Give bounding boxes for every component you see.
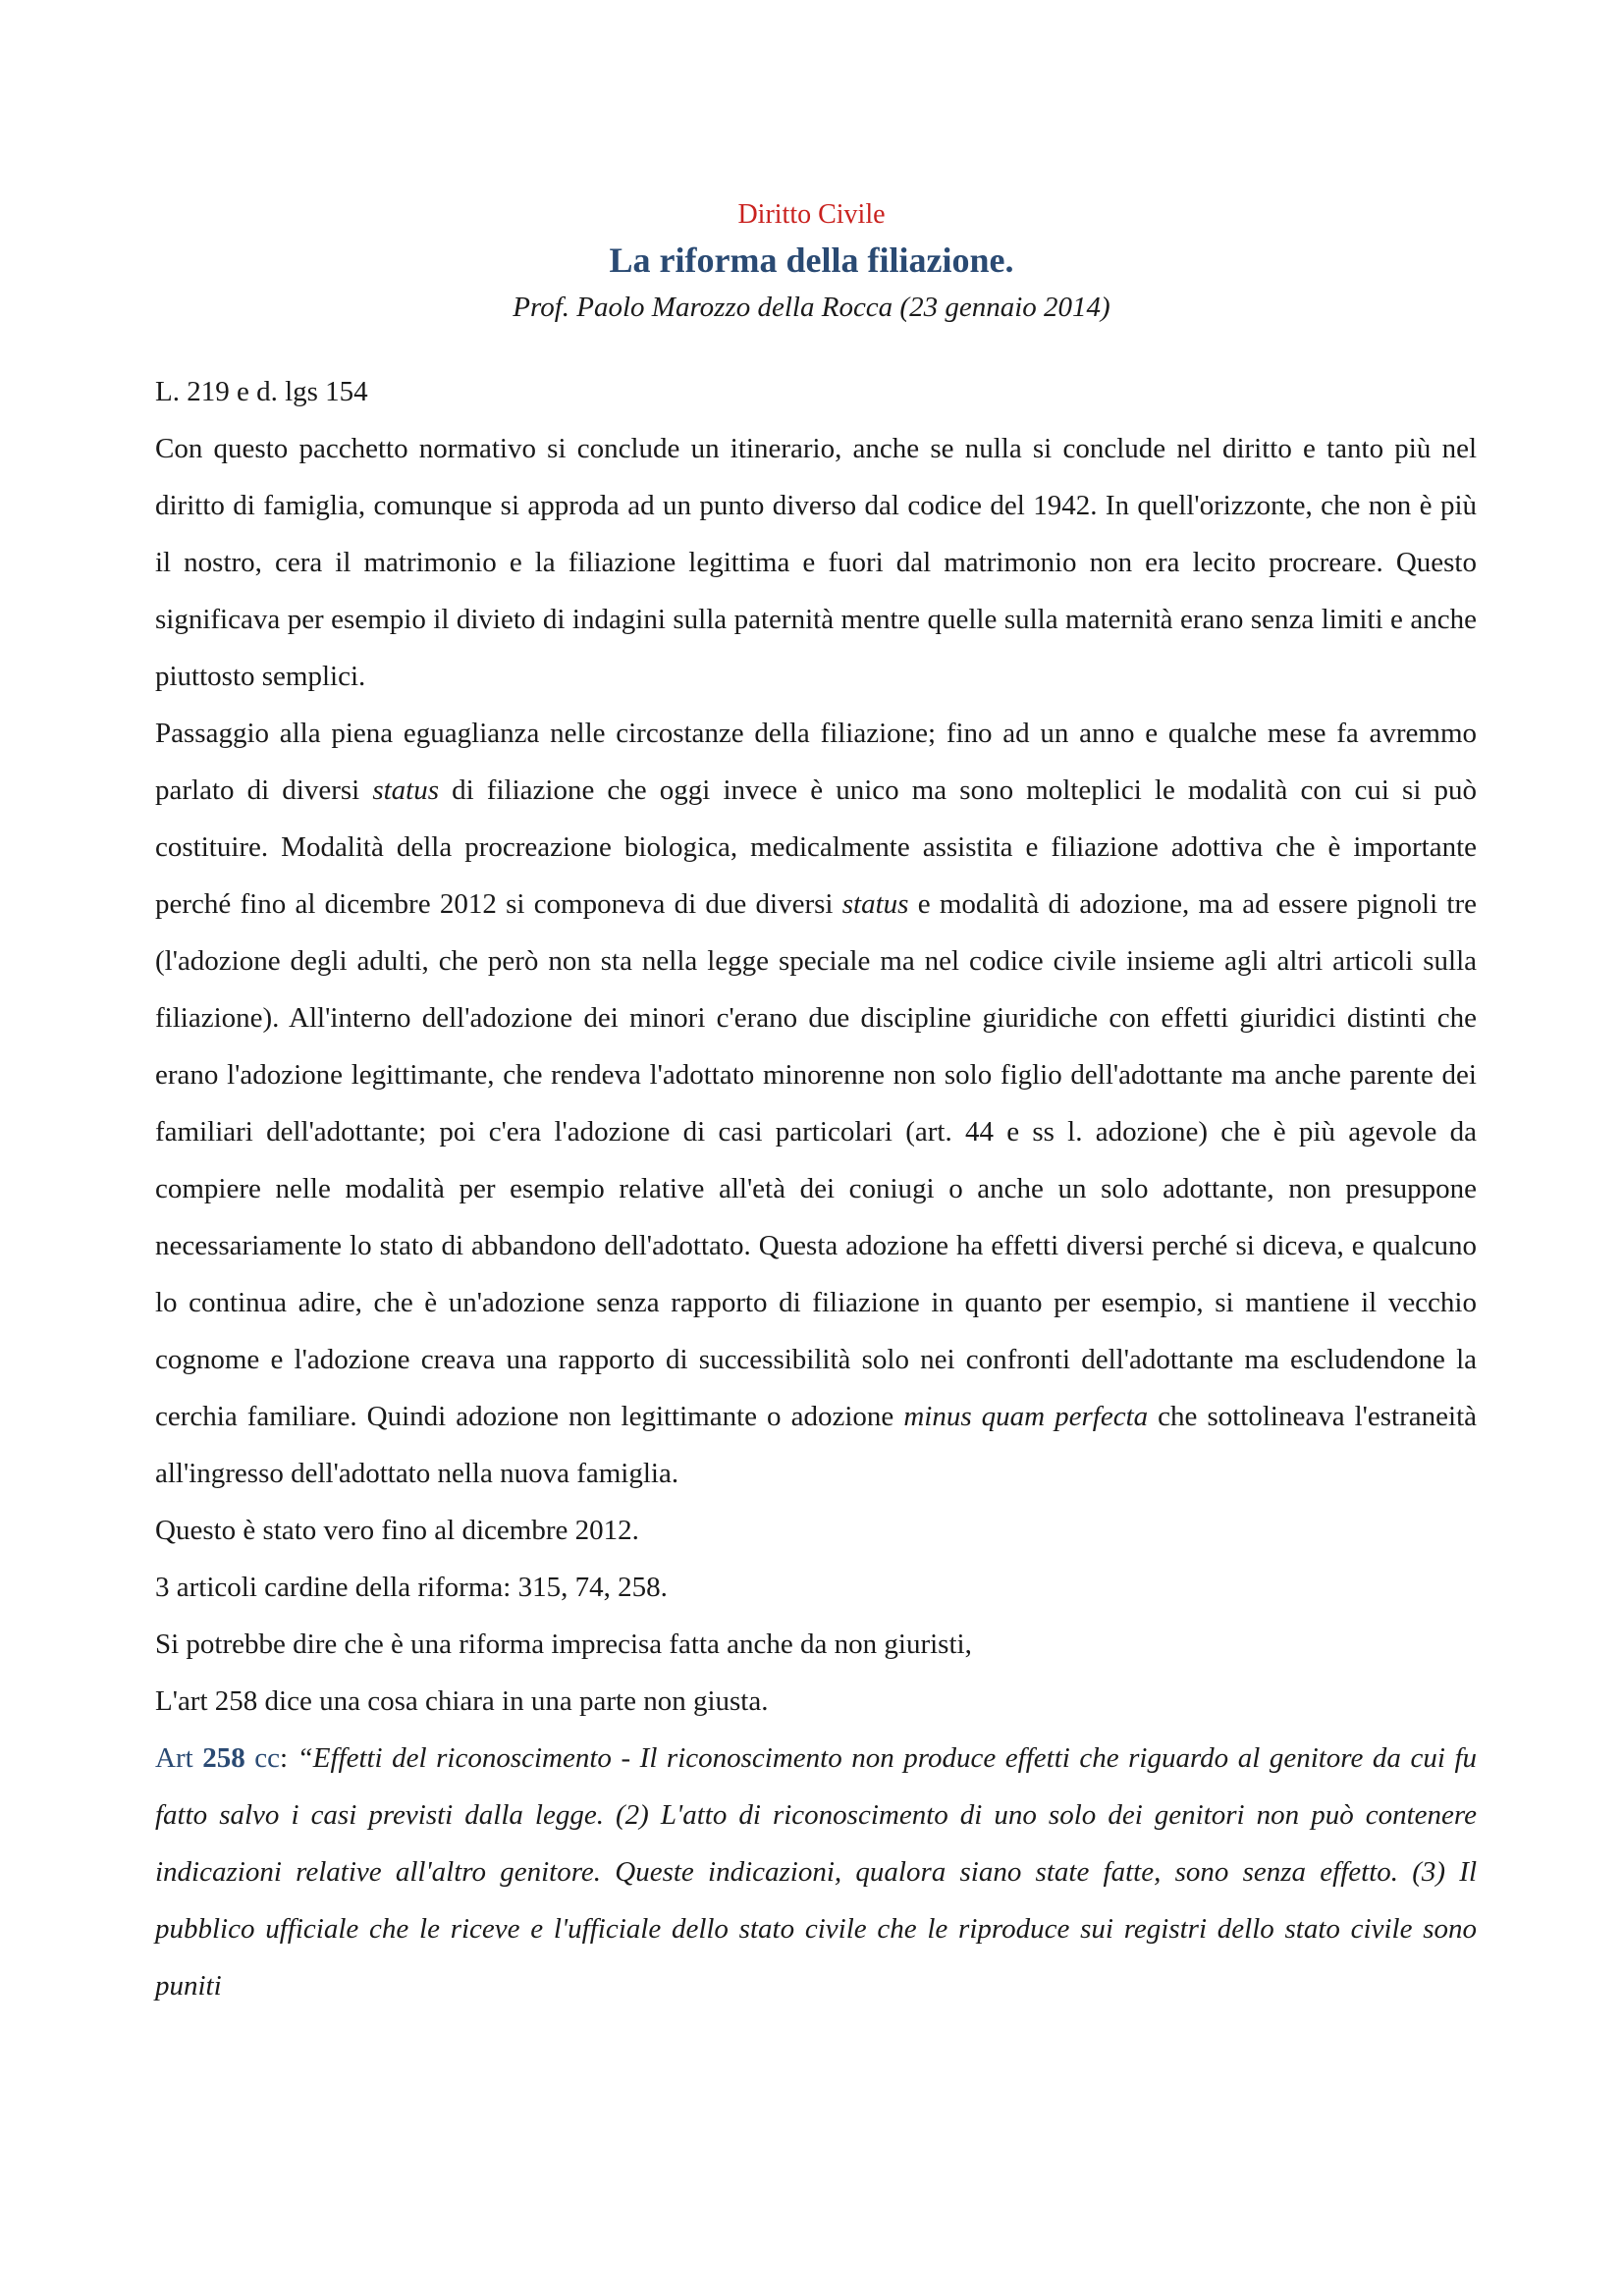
paragraph-intro: Con questo pacchetto normativo si conclude un itinerario, anche se nulla si conclude nel diritto e tanto più nel diritto di famiglia, comunque si approda ad un punto diverso dal codice del 1942. In quell'orizzonte, che non è più il nostro, cera il matrimonio e la filiazione legittima e fuori dal matrimonio non era lecito procreare. Questo significava per esempio il divieto di indagini sulla paternità mentre quelle sulla maternità erano senza limiti e anche piuttosto semplici. [155,433,1477,692]
quote-text: “Effetti del riconoscimento - Il riconoscimento non produce effetti che riguardo al genitore da cui fu fatto salvo i casi previsti dalla legge. (2) L'atto di riconoscimento di uno solo dei genitori non può contenere indicazioni relative all'altro genitore. Queste indicazioni, qualora siano state fatte, sono senza effetto. (3) Il pubblico ufficiale che le riceve e l'ufficiale dello stato civile che le riproduce sui registri dello stato civile sono puniti [155,1742,1477,2002]
text-run: Passaggio alla piena eguaglianza nelle circostanze della filiazione; fino ad un anno e qualche mese fa avremmo parlato di diversi [155,718,1477,806]
paragraph-equality [155,705,1477,1502]
document-header [0,194,1623,330]
italic-term: status [372,774,440,806]
article-ref-number: 258 [202,1742,245,1774]
paragraph-art-258: L'art 258 dice una cosa chiara in una parte non giusta. [155,1685,769,1717]
article-ref-suffix: cc [244,1742,280,1774]
article-ref-prefix: Art [155,1742,203,1774]
subject-heading: Diritto Civile [737,199,886,230]
paragraph-note: Questo è stato vero fino al dicembre 2012. [155,1515,639,1546]
italic-term: status [841,888,909,920]
document-body [155,363,1477,2014]
quote-colon: : [280,1742,298,1774]
italic-term: minus quam perfecta [903,1401,1149,1432]
text-run: che sottolineava l'estraneità all'ingresso dell'adottato nella nuova famiglia. [155,1401,1478,1489]
article-quote [155,1730,1477,2014]
paragraph-comment: Si potrebbe dire che è una riforma imprecisa fatta anche da non giuristi, [155,1629,972,1660]
document-title: La riforma della filiazione. [609,240,1014,280]
text-run: di filiazione che oggi invece è unico ma sono molteplici le modalità con cui si può costituire. Modalità della procreazione biologica, medicalmente assistita e filiazione adottiva che è importante perché fino al dicembre 2012 si componeva di due diversi [155,774,1477,920]
law-reference: L. 219 e d. lgs 154 [155,376,368,407]
paragraph-articles: 3 articoli cardine della riforma: 315, 74, 258. [155,1572,668,1603]
author-line: Prof. Paolo Marozzo della Rocca (23 gennaio 2014) [513,292,1110,323]
text-run: e modalità di adozione, ma ad essere pignoli tre (l'adozione degli adulti, che però non sta nella legge speciale ma nel codice civile insieme agli altri articoli sulla filiazione). All'interno dell'adozione dei minori c'erano due discipline giuridiche con effetti giuridici distinti che erano l'adozione legittimante, che rendeva l'adottato minorenne non solo figlio dell'adottante ma anche parente dei familiari dell'adottante; poi c'era l'adozione di casi particolari (art. 44 e ss l. adozione) che è più agevole da compiere nelle modalità per esempio relative all'età dei coniugi o anche un solo adottante, non presuppone necessariamente lo stato di abbandono dell'adottato. Questa adozione ha effetti diversi perché si diceva, e qualcuno lo continua adire, che è un'adozione senza rapporto di filiazione in quanto per esempio, si mantiene il vecchio cognome e l'adozione creava una rapporto di successibilità solo nei confronti dell'adottante ma escludendone la cerchia familiare. Quindi adozione non legittimante o adozione [155,888,1477,1432]
article-ref [155,1742,280,1774]
